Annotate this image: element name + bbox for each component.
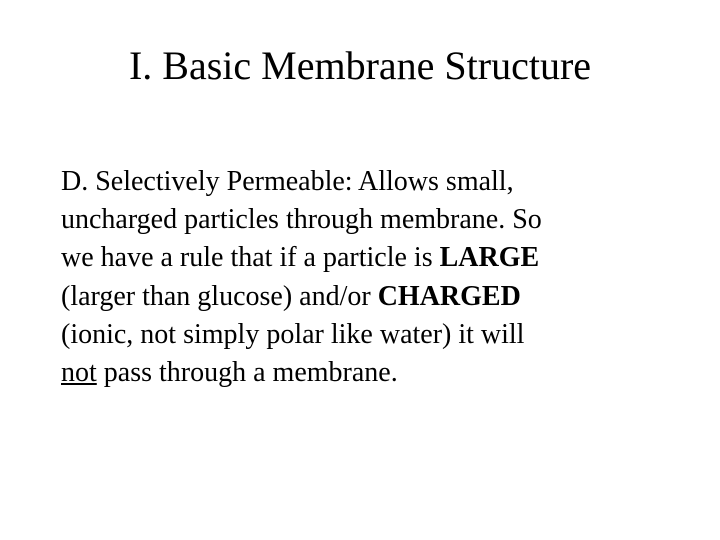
body-line-2: uncharged particles through membrane. So <box>61 204 542 236</box>
body-line-6 <box>61 354 698 392</box>
emphasis-large: LARGE <box>439 242 540 274</box>
emphasis-not: not <box>61 357 97 389</box>
slide-title: I. Basic Membrane Structure <box>128 43 592 88</box>
body-line-4-text: (larger than glucose) and/or <box>61 280 378 312</box>
body-line-3-text: we have a rule that if a particle is <box>61 242 440 274</box>
body-line-5: (ionic, not simply polar like water) it will <box>61 318 525 350</box>
emphasis-charged: CHARGED <box>377 280 521 312</box>
body-line-6-text: pass through a membrane. <box>96 357 398 389</box>
body-line-1: D. Selectively Permeable: Allows small, <box>61 166 514 197</box>
slide-body-text <box>61 163 698 392</box>
body-line-4 <box>61 278 698 316</box>
body-line-3 <box>61 239 698 277</box>
